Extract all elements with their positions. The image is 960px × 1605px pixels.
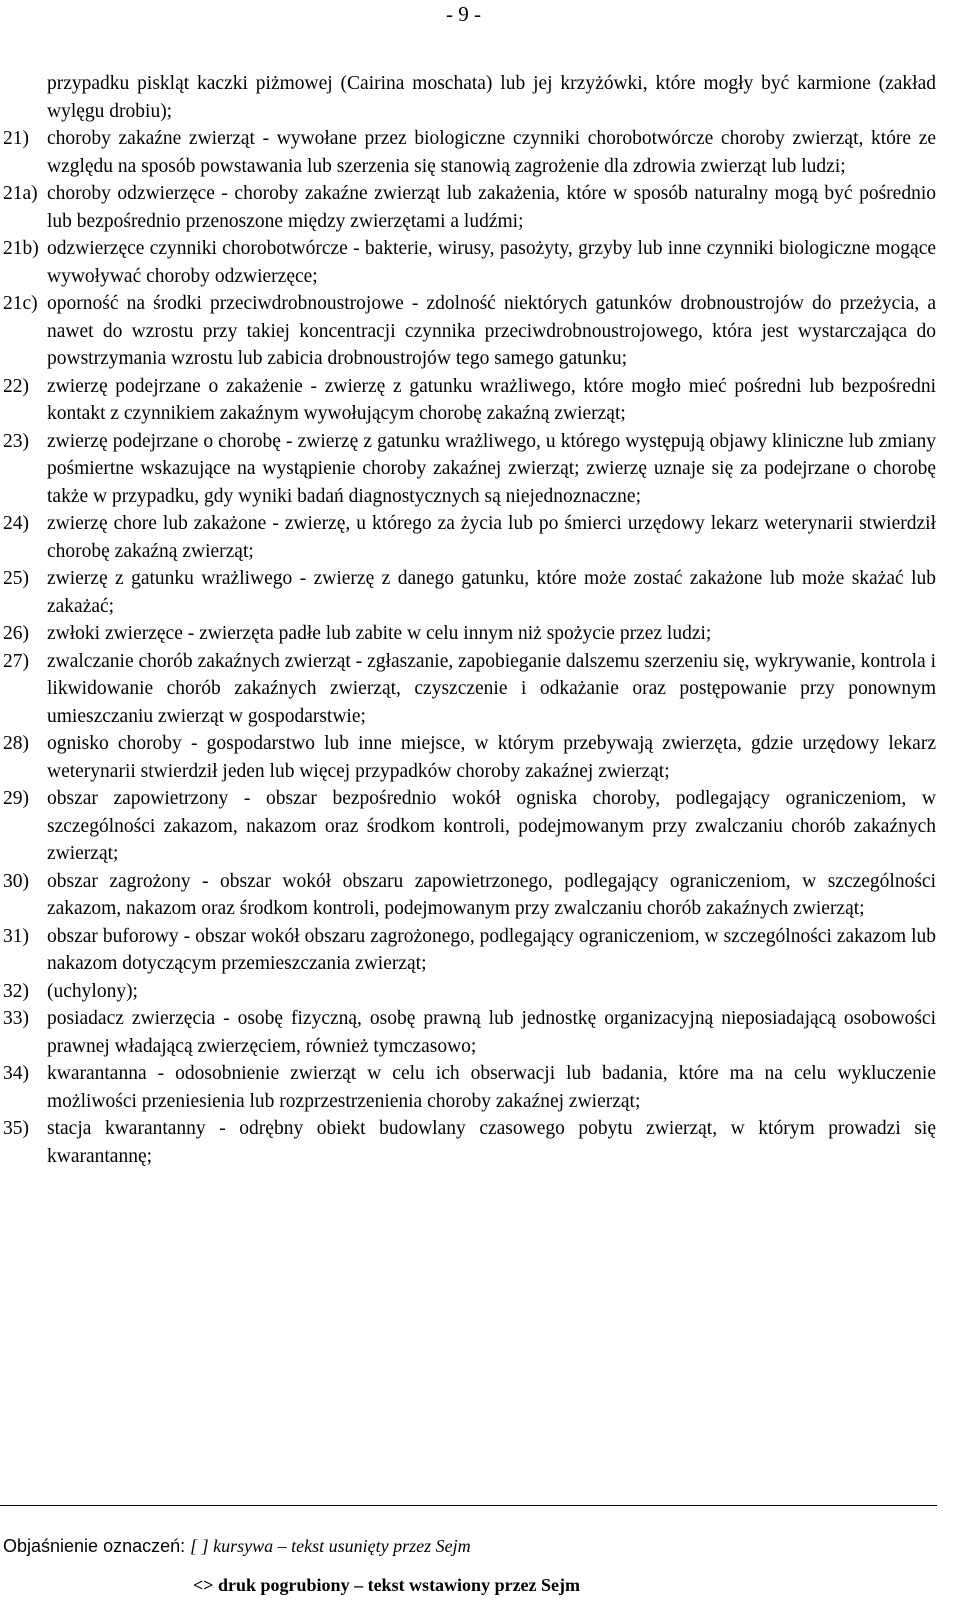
item-text: oporność na środki przeciwdrobnoustrojowe - zdolność niektórych gatunków drobnoustrojów do przeżycia, a nawet do wzrostu przy takiej koncentracji czynnika przeciwdrobnoustrojowego, która jest wystarczająca do powstrzymania wzrostu lub zabicia drobnoustrojów tego samego gatunku; <box>47 293 936 369</box>
item-number: 21b) <box>3 238 39 259</box>
item-text: zwierzę podejrzane o chorobę - zwierzę z gatunku wrażliwego, u którego występują objawy kliniczne lub zmiany pośmiertne wskazujące na wystąpienie choroby zakaźnej zwierząt; zwierzę uznaje się za podejrzane o chorobę także w przypadku, gdy wyniki badań diagnostycznych są niejednoznaczne; <box>47 430 936 507</box>
list-item <box>3 785 936 868</box>
item-number: 27) <box>3 650 29 672</box>
page-number: - 9 - <box>446 2 481 26</box>
footer-divider <box>0 1505 937 1506</box>
item-number: 24) <box>3 513 29 534</box>
item-number: 29) <box>3 788 29 809</box>
list-item <box>3 1005 936 1060</box>
item-number: 35) <box>3 1118 29 1139</box>
item-number: 33) <box>3 1008 29 1029</box>
list-item <box>3 235 936 290</box>
item-number: 31) <box>3 925 29 947</box>
list-item <box>3 180 936 235</box>
list-item <box>3 1060 936 1115</box>
item-text: kwarantanna - odosobnienie zwierząt w celu ich obserwacji lub badania, które ma na celu wykluczenie możliwości przeniesienia lub rozprzestrzenienia choroby zakaźnej zwierząt; <box>47 1063 936 1112</box>
definitions-list <box>3 70 936 1170</box>
item-text: zwłoki zwierzęce - zwierzęta padłe lub zabite w celu innym niż spożycie przez ludzi; <box>47 623 712 644</box>
item-number: 28) <box>3 733 29 754</box>
item-number: 25) <box>3 568 29 589</box>
list-item <box>3 510 936 565</box>
item-text: zwierzę podejrzane o zakażenie - zwierzę z gatunku wrażliwego, które mogło mieć pośredni lub bezpośredni kontakt z czynnikiem zakaźnym wywołującym chorobę zakaźną zwierząt; <box>47 375 936 424</box>
item-number: 32) <box>3 980 29 1002</box>
item-text: zwalczanie chorób zakaźnych zwierząt - zgłaszanie, zapobieganie dalszemu szerzeniu się, wykrywanie, kontrola i likwidowanie chorób zakaźnych zwierząt, czyszczenie i odkażanie oraz postępowanie przy ponownym umieszczaniu zwierząt w gospodarstwie; <box>47 650 936 727</box>
legend-bold: <> druk pogrubiony – tekst wstawiony przez Sejm <box>193 1575 581 1595</box>
item-text: odzwierzęce czynniki chorobotwórcze - bakterie, wirusy, pasożyty, grzyby lub inne czynniki biologiczne mogące wywoływać choroby odzwierzęce; <box>47 238 936 287</box>
item-number: 21c) <box>3 293 38 314</box>
legend-italic: [ ] kursywa – tekst usunięty przez Sejm <box>190 1536 471 1556</box>
item-text: choroby odzwierzęce - choroby zakaźne zwierząt lub zakażenia, które w sposób naturalny mogą być pośrednio lub bezpośrednio przenoszone między zwierzętami a ludźmi; <box>47 183 936 232</box>
list-item <box>3 373 936 428</box>
list-item <box>3 125 936 180</box>
item-text: obszar zagrożony - obszar wokół obszaru zapowietrzonego, podlegający ograniczeniom, w szczególności zakazom, nakazom oraz środkom kontroli, podejmowanym przy zwalczaniu chorób zakaźnych zwierząt; <box>47 870 936 919</box>
list-item <box>3 648 936 731</box>
item-number: 30) <box>3 870 29 892</box>
item-number: 34) <box>3 1063 29 1084</box>
item-text: obszar zapowietrzony - obszar bezpośrednio wokół ogniska choroby, podlegający ograniczeniom, w szczególności zakazom, nakazom oraz środkom kontroli, podejmowanym przy zwalczaniu chorób zakaźnych zwierząt; <box>47 788 936 864</box>
list-item <box>3 730 936 785</box>
item-text: zwierzę z gatunku wrażliwego - zwierzę z danego gatunku, które może zostać zakażone lub może skażać lub zakażać; <box>47 568 936 617</box>
list-item <box>3 923 936 978</box>
list-item <box>3 868 936 923</box>
item-text: zwierzę chore lub zakażone - zwierzę, u którego za życia lub po śmierci urzędowy lekarz weterynarii stwierdził chorobę zakaźną zwierząt; <box>47 513 936 562</box>
list-item <box>3 565 936 620</box>
item-number: 23) <box>3 430 29 452</box>
list-item <box>3 978 936 1006</box>
item-text: ognisko choroby - gospodarstwo lub inne miejsce, w którym przebywają zwierzęta, gdzie urzędowy lekarz weterynarii stwierdził jeden lub więcej przypadków choroby zakaźnej zwierząt; <box>47 733 936 782</box>
legend-line-1 <box>3 1536 471 1557</box>
continued-paragraph: przypadku piskląt kaczki piżmowej (Cairina moschata) lub jej krzyżówki, które mogły być karmione (zakład wylęgu drobiu); <box>47 73 936 122</box>
item-text: (uchylony); <box>47 980 138 1002</box>
list-item <box>3 290 936 373</box>
item-text: posiadacz zwierzęcia - osobę fizyczną, osobę prawną lub jednostkę organizacyjną nieposiadającą osobowości prawnej władającą zwierzęciem, również tymczasowo; <box>47 1008 936 1057</box>
legend-label: Objaśnienie oznaczeń: <box>3 1536 186 1556</box>
item-number: 21a) <box>3 183 38 204</box>
item-text: obszar buforowy - obszar wokół obszaru zagrożonego, podlegający ograniczeniom, w szczególności zakazom lub nakazom dotyczącym przemieszczania zwierząt; <box>47 925 936 974</box>
list-item <box>3 1115 936 1170</box>
item-number: 22) <box>3 375 29 397</box>
item-text: choroby zakaźne zwierząt - wywołane przez biologiczne czynniki chorobotwórcze choroby zwierząt, które ze względu na sposób powstawania lub szerzenia się stanowią zagrożenie dla zdrowia zwierząt lub ludzi; <box>47 128 936 177</box>
item-number: 26) <box>3 623 29 644</box>
list-item <box>3 428 936 511</box>
list-item <box>3 620 936 648</box>
item-text: stacja kwarantanny - odrębny obiekt budowlany czasowego pobytu zwierząt, w którym prowadzi się kwarantannę; <box>47 1118 936 1167</box>
item-number: 21) <box>3 128 29 149</box>
